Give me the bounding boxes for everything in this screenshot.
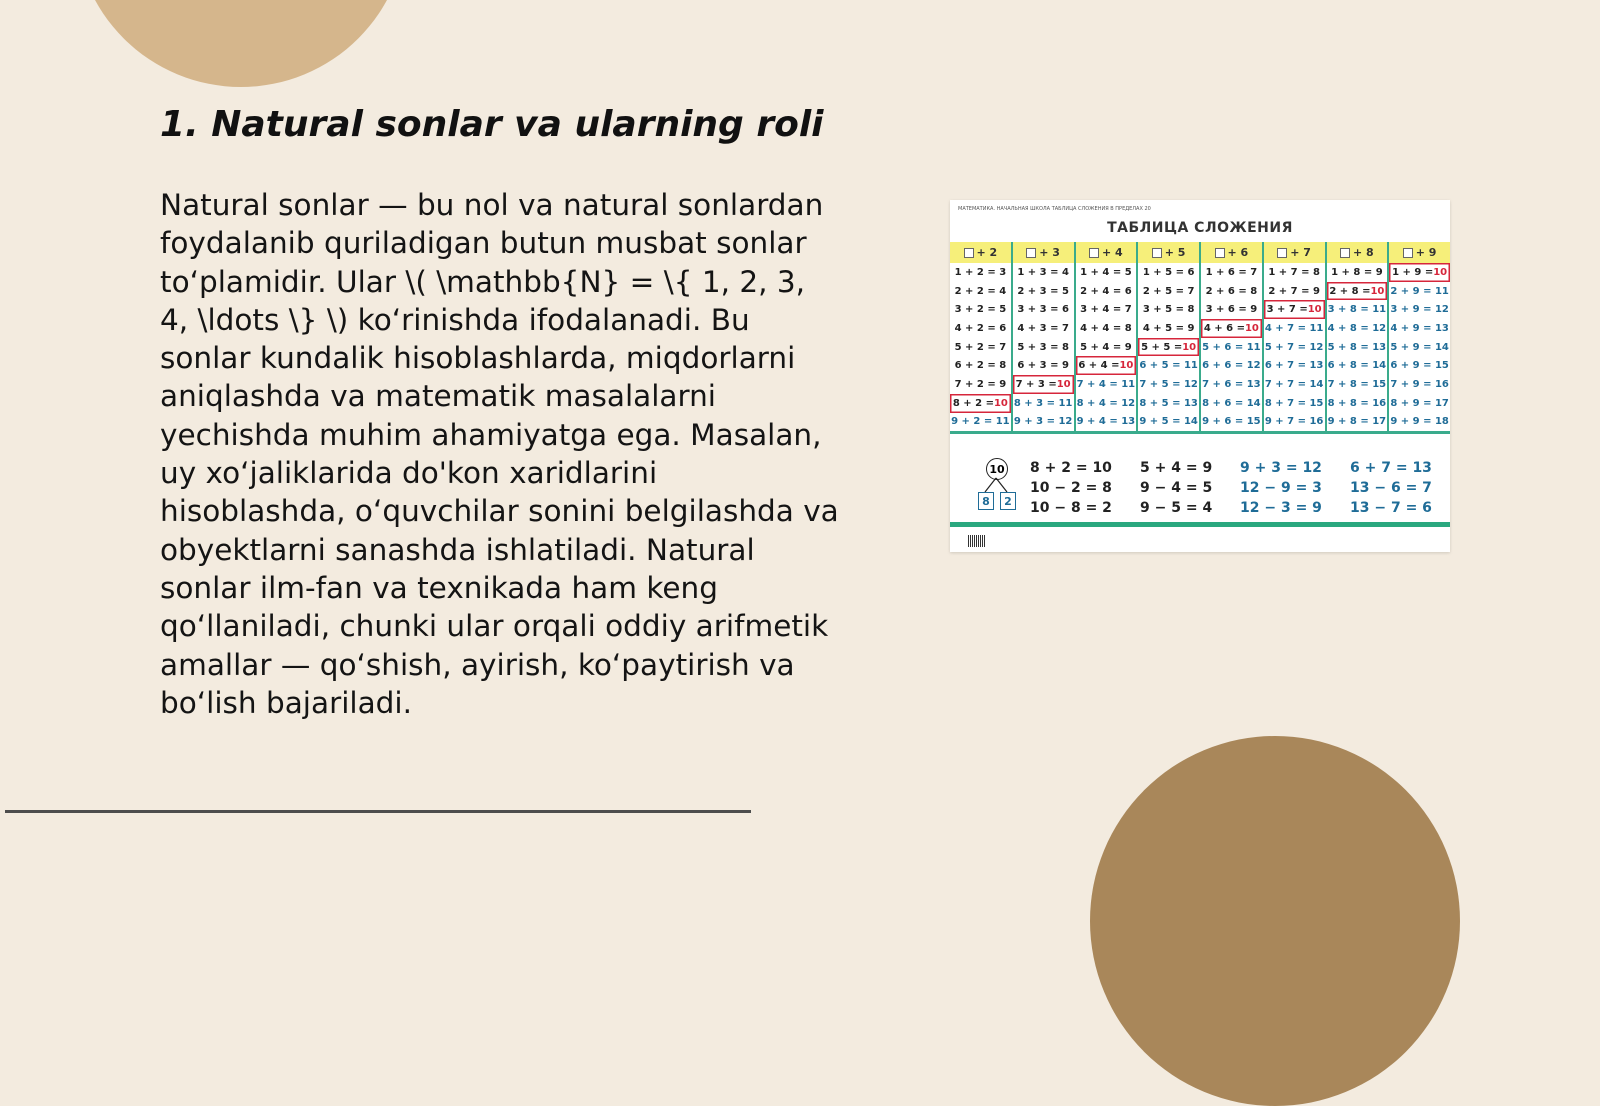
slide-title: 1. Natural sonlar va ularning roli [160, 104, 824, 145]
table-cell: 8 + 5 = 13 [1139, 397, 1198, 409]
table-cell: 2 + 9 = 11 [1390, 285, 1449, 297]
table-cell: 3 + 2 = 5 [954, 304, 1007, 316]
bond-part-b: 2 [1000, 492, 1016, 510]
table-cell: 9 + 4 = 13 [1076, 416, 1136, 428]
poster-footer [950, 522, 1450, 557]
table-cell: 6 + 8 = 14 [1327, 360, 1387, 372]
table-column [1387, 242, 1450, 431]
table-cell: 4 + 2 = 6 [954, 322, 1007, 334]
column-header [1138, 242, 1199, 263]
table-cell: 5 + 6 = 11 [1202, 341, 1261, 353]
table-cell: 4 + 6 = 10 [1201, 319, 1262, 338]
column-header-label: + 3 [1039, 246, 1060, 259]
table-cell: 6 + 3 = 9 [1017, 360, 1069, 372]
table-cell: 2 + 5 = 7 [1142, 285, 1195, 297]
table-column [1011, 242, 1074, 431]
table-cell: 5 + 9 = 14 [1390, 341, 1449, 353]
example-equations: 8 + 2 = 10 10 − 2 = 8 10 − 8 = 2 [1030, 460, 1112, 516]
table-column [1325, 242, 1388, 431]
table-cell: 9 + 9 = 18 [1390, 416, 1449, 428]
table-cell: 8 + 4 = 12 [1076, 397, 1136, 409]
table-cell: 4 + 9 = 13 [1390, 322, 1449, 334]
table-cell: 4 + 4 = 8 [1080, 322, 1132, 334]
decorative-circle-top [75, 0, 407, 87]
table-cell: 1 + 7 = 8 [1268, 266, 1320, 278]
table-column [950, 242, 1011, 431]
empty-box-icon [1277, 248, 1287, 258]
column-header [1389, 242, 1450, 263]
table-cell: 9 + 5 = 14 [1139, 416, 1198, 428]
table-cell: 4 + 7 = 11 [1264, 322, 1324, 334]
table-cell: 6 + 5 = 11 [1139, 360, 1198, 372]
table-cell: 1 + 6 = 7 [1205, 266, 1258, 278]
table-cell: 6 + 7 = 13 [1264, 360, 1324, 372]
table-cell: 6 + 6 = 12 [1202, 360, 1261, 372]
examples-section [950, 452, 1450, 520]
table-cell: 8 + 8 = 16 [1327, 397, 1387, 409]
table-cell: 7 + 5 = 12 [1139, 378, 1198, 390]
column-header-label: + 2 [976, 246, 998, 259]
table-cell: 6 + 4 = 10 [1076, 356, 1137, 375]
slide-body-text: Natural sonlar — bu nol va natural sonlardan foydalanib quriladigan butun musbat sonlar to‘plamidir. Ular \( \mathbb{N} = \{ 1, 2, 3, 4, \ldots \} \) ko‘rinishda ifodalanadi. Bu sonlar kundalik hisoblashlarda, miqdorlarni aniqlashda va matematik masalalarni yechishda muhim ahamiyatga ega. Masalan, uy xo‘jaliklarida do'kon xaridlarini hisoblashda, o‘quvchilar sonini belgilashda va obyektlarni sanashda ishlatiladi. Natural sonlar ilm-fan va texnikada ham keng qo‘llaniladi, chunki ular orqali oddiy arifmetik amallar — qo‘shish, ayirish, ko‘paytirish va bo‘lish bajariladi. [160, 188, 839, 720]
table-cell: 9 + 8 = 17 [1327, 416, 1387, 428]
table-cell: 5 + 3 = 8 [1017, 341, 1069, 353]
table-cell: 1 + 9 = 10 [1389, 263, 1450, 282]
table-cell: 5 + 7 = 12 [1264, 341, 1324, 353]
table-column [1074, 242, 1137, 431]
table-cell: 8 + 7 = 15 [1264, 397, 1324, 409]
table-cell: 1 + 4 = 5 [1080, 266, 1132, 278]
column-header [1201, 242, 1262, 263]
column-header [1327, 242, 1388, 263]
example-equations: 5 + 4 = 9 9 − 4 = 5 9 − 5 = 4 [1140, 460, 1213, 516]
table-cell: 8 + 2 = 10 [950, 394, 1011, 413]
table-cell: 5 + 8 = 13 [1327, 341, 1387, 353]
table-cell: 4 + 3 = 7 [1017, 322, 1069, 334]
table-cell: 7 + 4 = 11 [1076, 378, 1136, 390]
table-cell: 4 + 5 = 9 [1142, 322, 1195, 334]
table-cell: 9 + 2 = 11 [951, 416, 1010, 428]
table-cell: 3 + 4 = 7 [1080, 304, 1132, 316]
bond-whole: 10 [986, 458, 1008, 480]
table-cell: 3 + 3 = 6 [1017, 304, 1069, 316]
table-cell: 5 + 4 = 9 [1080, 341, 1132, 353]
table-cell: 3 + 6 = 9 [1205, 304, 1258, 316]
table-cell: 7 + 2 = 9 [954, 378, 1007, 390]
table-cell: 8 + 6 = 14 [1202, 397, 1261, 409]
table-column [1199, 242, 1262, 431]
table-cell: 2 + 7 = 9 [1268, 285, 1320, 297]
table-cell: 8 + 3 = 11 [1013, 397, 1073, 409]
empty-box-icon [964, 248, 974, 258]
empty-box-icon [1403, 248, 1413, 258]
decorative-circle-bottom [1090, 736, 1460, 1106]
table-cell: 5 + 5 = 10 [1138, 338, 1199, 357]
table-cell: 2 + 3 = 5 [1017, 285, 1069, 297]
table-cell: 9 + 6 = 15 [1202, 416, 1261, 428]
divider-line [5, 810, 751, 813]
column-header-label: + 4 [1102, 246, 1123, 259]
column-header-label: + 6 [1227, 246, 1249, 259]
column-header [1264, 242, 1325, 263]
table-cell: 4 + 8 = 12 [1327, 322, 1387, 334]
table-cell: 9 + 7 = 16 [1264, 416, 1324, 428]
example-equations: 9 + 3 = 12 12 − 9 = 3 12 − 3 = 9 [1240, 460, 1322, 516]
bond-part-a: 8 [978, 492, 994, 510]
column-header [1076, 242, 1137, 263]
table-cell: 3 + 5 = 8 [1142, 304, 1195, 316]
empty-box-icon [1340, 248, 1350, 258]
column-header [950, 242, 1011, 263]
empty-box-icon [1089, 248, 1099, 258]
table-cell: 9 + 3 = 12 [1013, 416, 1073, 428]
table-cell: 7 + 6 = 13 [1202, 378, 1261, 390]
column-header-label: + 7 [1290, 246, 1311, 259]
table-cell: 6 + 2 = 8 [954, 360, 1007, 372]
poster-title: ТАБЛИЦА СЛОЖЕНИЯ [1107, 220, 1293, 236]
addition-table-grid [950, 242, 1450, 434]
table-cell: 6 + 9 = 15 [1390, 360, 1449, 372]
table-cell: 1 + 8 = 9 [1331, 266, 1383, 278]
table-cell: 3 + 9 = 12 [1390, 304, 1449, 316]
table-cell: 1 + 3 = 4 [1017, 266, 1069, 278]
table-column [1136, 242, 1199, 431]
column-header [1013, 242, 1074, 263]
table-cell: 7 + 7 = 14 [1264, 378, 1324, 390]
addition-table-image [950, 200, 1450, 552]
table-cell: 8 + 9 = 17 [1390, 397, 1449, 409]
table-cell: 2 + 8 = 10 [1327, 282, 1388, 301]
table-cell: 2 + 2 = 4 [954, 285, 1007, 297]
column-header-label: + 8 [1353, 246, 1374, 259]
table-column [1262, 242, 1325, 431]
table-cell: 1 + 2 = 3 [954, 266, 1007, 278]
empty-box-icon [1215, 248, 1225, 258]
column-header-label: + 9 [1415, 246, 1437, 259]
poster-header-small: МАТЕМАТИКА. НАЧАЛЬНАЯ ШКОЛА ТАБЛИЦА СЛОЖЕНИЯ В ПРЕДЕЛАХ 20 [958, 206, 1151, 212]
example-equations: 6 + 7 = 13 13 − 6 = 7 13 − 7 = 6 [1350, 460, 1432, 516]
column-header-label: + 5 [1164, 246, 1186, 259]
table-cell: 1 + 5 = 6 [1142, 266, 1195, 278]
table-cell: 7 + 9 = 16 [1390, 378, 1449, 390]
table-cell: 2 + 6 = 8 [1205, 285, 1258, 297]
table-cell: 7 + 3 = 10 [1013, 375, 1074, 394]
table-cell: 3 + 7 = 10 [1264, 300, 1325, 319]
table-cell: 2 + 4 = 6 [1080, 285, 1132, 297]
empty-box-icon [1152, 248, 1162, 258]
table-cell: 5 + 2 = 7 [954, 341, 1007, 353]
number-bond [976, 458, 1016, 516]
empty-box-icon [1026, 248, 1036, 258]
table-cell: 3 + 8 = 11 [1327, 304, 1387, 316]
barcode-icon [968, 535, 986, 547]
table-cell: 7 + 8 = 15 [1327, 378, 1387, 390]
